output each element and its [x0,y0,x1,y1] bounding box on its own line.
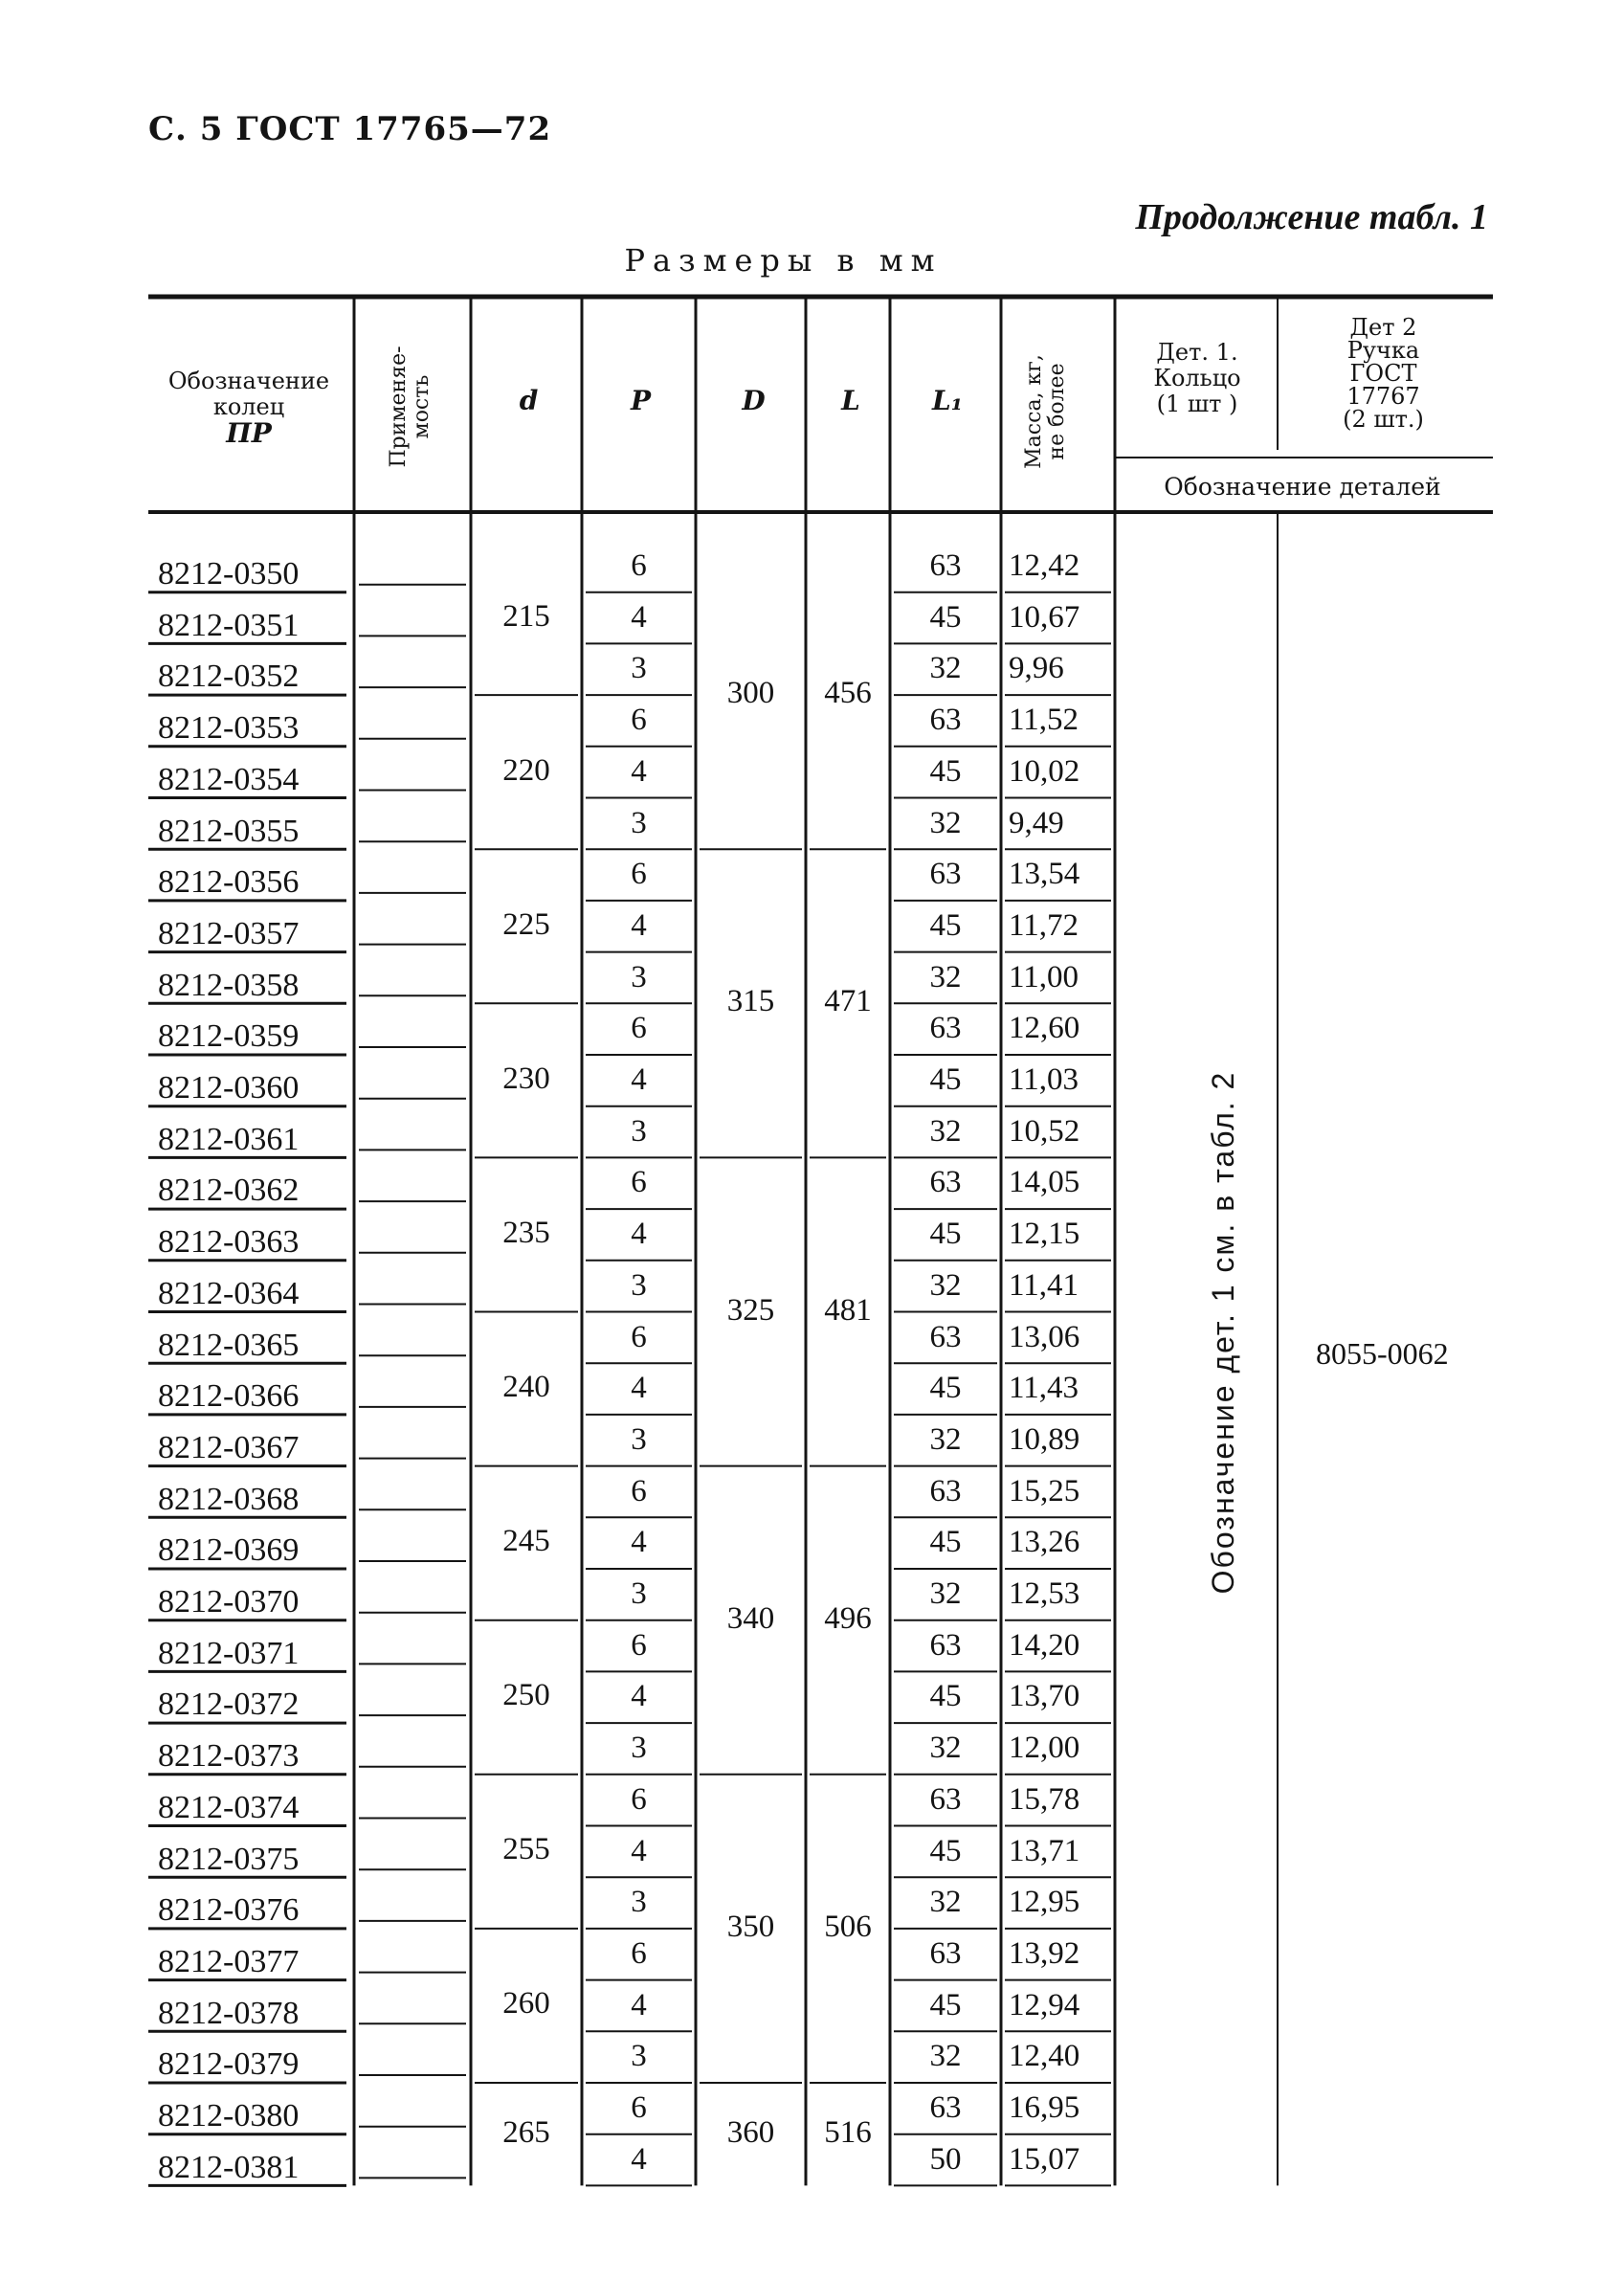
header-L: L [841,385,860,416]
p-value: 4 [631,1987,647,2022]
mass-value: 12,94 [1009,1987,1080,2022]
l1-value: 63 [929,1319,962,1354]
p-value: 6 [631,1473,647,1508]
header-parts-designation: Обозначение деталей [1164,473,1441,501]
p-value: 3 [631,959,647,994]
p-value: 6 [631,703,647,738]
ring-code: 8212-0370 [158,1584,300,1620]
ring-code: 8212-0360 [158,1070,300,1106]
p-value: 4 [631,1833,647,1868]
l1-value: 32 [929,651,962,686]
L-value: 456 [824,676,872,711]
l1-value: 63 [929,857,962,892]
ring-code: 8212-0368 [158,1481,300,1517]
det1-note: Обозначение дет. 1 см. в табл. 2 [1206,1070,1240,1595]
l1-value: 45 [929,1371,962,1406]
l1-value: 32 [929,1885,962,1920]
ring-code: 8212-0355 [158,813,300,849]
p-value: 4 [631,2141,647,2177]
ring-code: 8212-0352 [158,659,300,695]
page-header: С. 5 ГОСТ 17765—72 [148,110,552,148]
p-value: 6 [631,1627,647,1663]
D-value: 325 [726,1292,775,1328]
mass-value: 11,52 [1009,703,1079,738]
p-value: 3 [631,651,647,686]
mass-value: 11,72 [1009,907,1079,943]
ring-code: 8212-0354 [158,761,300,797]
ring-code: 8212-0378 [158,1995,300,2031]
ring-code: 8212-0359 [158,1018,300,1055]
ring-code: 8212-0361 [158,1121,300,1157]
header-mass: Масса, кг, не более [1022,354,1069,469]
l1-value: 45 [929,753,962,789]
L-value: 471 [824,984,872,1019]
p-value: 3 [631,805,647,840]
l1-value: 32 [929,959,962,994]
mass-value: 12,95 [1009,1885,1080,1920]
l1-value: 63 [929,548,962,583]
mass-value: 10,67 [1009,599,1080,635]
L-value: 516 [824,2114,872,2150]
l1-value: 63 [929,2090,962,2125]
D-value: 340 [726,1600,775,1636]
mass-value: 12,15 [1009,1217,1080,1252]
d-value: 260 [502,1986,550,2022]
d-value: 235 [502,1215,550,1250]
ring-code: 8212-0358 [158,967,300,1003]
l1-value: 63 [929,1011,962,1046]
ring-code: 8212-0350 [158,556,300,592]
l1-value: 32 [929,1267,962,1303]
mass-value: 9,49 [1009,805,1064,840]
mass-value: 13,70 [1009,1679,1080,1714]
d-value: 250 [502,1678,550,1713]
ring-code: 8212-0367 [158,1429,300,1465]
L-value: 496 [824,1600,872,1636]
mass-value: 14,20 [1009,1627,1080,1663]
l1-value: 63 [929,1473,962,1508]
l1-value: 32 [929,1576,962,1611]
p-value: 4 [631,1062,647,1097]
mass-value: 9,96 [1009,651,1064,686]
l1-value: 63 [929,1935,962,1971]
p-value: 6 [631,1165,647,1200]
ring-code: 8212-0364 [158,1275,300,1311]
d-value: 255 [502,1832,550,1867]
mass-value: 10,52 [1009,1113,1080,1149]
mass-value: 11,03 [1009,1062,1079,1097]
l1-value: 45 [929,1062,962,1097]
p-value: 3 [631,2039,647,2074]
D-value: 315 [726,984,775,1019]
mass-value: 13,06 [1009,1319,1080,1354]
l1-value: 45 [929,1833,962,1868]
ring-code: 8212-0356 [158,864,300,901]
l1-value: 32 [929,1731,962,1766]
D-value: 360 [726,2114,775,2150]
ring-code: 8212-0363 [158,1224,300,1261]
d-value: 215 [502,598,550,634]
ring-code: 8212-0381 [158,2149,300,2185]
table-continuation-caption: Продолжение табл. 1 [1135,197,1488,237]
ring-code: 8212-0374 [158,1789,300,1825]
header-D: D [742,385,766,416]
d-value: 225 [502,906,550,942]
p-value: 3 [631,1731,647,1766]
header-d: d [519,385,539,416]
ring-code: 8212-0362 [158,1173,300,1209]
p-value: 3 [631,1885,647,1920]
l1-value: 63 [929,703,962,738]
p-value: 4 [631,907,647,943]
p-value: 4 [631,1217,647,1252]
l1-value: 32 [929,805,962,840]
header-det1: Дет. 1. Кольцо (1 шт ) [1153,339,1241,417]
header-l1: L₁ [932,385,963,416]
mass-value: 12,40 [1009,2039,1080,2074]
header-p: P [630,385,652,416]
L-value: 506 [824,1909,872,1944]
d-value: 240 [502,1370,550,1405]
p-value: 6 [631,1781,647,1817]
l1-value: 45 [929,1217,962,1252]
ring-code: 8212-0375 [158,1841,300,1877]
mass-value: 13,54 [1009,857,1080,892]
mass-value: 12,53 [1009,1576,1080,1611]
mass-value: 10,02 [1009,753,1080,789]
header-det2: Дет 2 Ручка ГОСТ 17767 (2 шт.) [1343,314,1424,433]
p-value: 6 [631,2090,647,2125]
p-value: 6 [631,1935,647,1971]
mass-value: 13,92 [1009,1935,1080,1971]
ring-code: 8212-0351 [158,607,300,643]
ring-code: 8212-0376 [158,1892,300,1929]
l1-value: 45 [929,1987,962,2022]
mass-value: 11,41 [1009,1267,1079,1303]
l1-value: 32 [929,1113,962,1149]
p-value: 3 [631,1267,647,1303]
det2-value: 8055-0062 [1316,1336,1449,1371]
mass-value: 12,00 [1009,1731,1080,1766]
p-value: 3 [631,1113,647,1149]
ring-code: 8212-0369 [158,1532,300,1569]
d-value: 220 [502,752,550,788]
l1-value: 45 [929,1679,962,1714]
ring-code: 8212-0353 [158,710,300,747]
l1-value: 50 [929,2141,962,2177]
mass-value: 12,42 [1009,548,1080,583]
mass-value: 10,89 [1009,1421,1080,1457]
header-applicability: Применяе- мость [387,346,434,468]
ring-code: 8212-0373 [158,1738,300,1775]
ring-code: 8212-0357 [158,915,300,951]
p-value: 6 [631,1319,647,1354]
ring-code: 8212-0379 [158,2046,300,2083]
l1-value: 32 [929,2039,962,2074]
d-value: 245 [502,1524,550,1559]
dimensions-caption: Размеры в мм [624,242,943,279]
D-value: 350 [726,1909,775,1944]
ring-code: 8212-0380 [158,2098,300,2134]
p-value: 6 [631,548,647,583]
d-value: 265 [502,2114,550,2150]
mass-value: 14,05 [1009,1165,1080,1200]
ring-code: 8212-0377 [158,1943,300,1979]
p-value: 6 [631,1011,647,1046]
l1-value: 63 [929,1781,962,1817]
mass-value: 12,60 [1009,1011,1080,1046]
mass-value: 15,07 [1009,2141,1080,2177]
mass-value: 11,00 [1009,959,1079,994]
p-value: 3 [631,1421,647,1457]
mass-value: 15,78 [1009,1781,1080,1817]
mass-value: 13,71 [1009,1833,1080,1868]
p-value: 6 [631,857,647,892]
l1-value: 45 [929,1525,962,1560]
ring-code: 8212-0371 [158,1635,300,1671]
ring-code: 8212-0372 [158,1687,300,1723]
mass-value: 11,43 [1009,1371,1079,1406]
header-designation: Обозначение колец ПР [167,368,330,449]
ring-code: 8212-0365 [158,1327,300,1363]
l1-value: 63 [929,1627,962,1663]
p-value: 4 [631,599,647,635]
l1-value: 45 [929,599,962,635]
D-value: 300 [726,676,775,711]
l1-value: 32 [929,1421,962,1457]
p-value: 4 [631,1679,647,1714]
p-value: 3 [631,1576,647,1611]
p-value: 4 [631,753,647,789]
mass-value: 13,26 [1009,1525,1080,1560]
p-value: 4 [631,1525,647,1560]
d-value: 230 [502,1061,550,1096]
p-value: 4 [631,1371,647,1406]
mass-value: 15,25 [1009,1473,1080,1508]
l1-value: 45 [929,907,962,943]
L-value: 481 [824,1292,872,1328]
ring-code: 8212-0366 [158,1378,300,1415]
l1-value: 63 [929,1165,962,1200]
mass-value: 16,95 [1009,2090,1080,2125]
